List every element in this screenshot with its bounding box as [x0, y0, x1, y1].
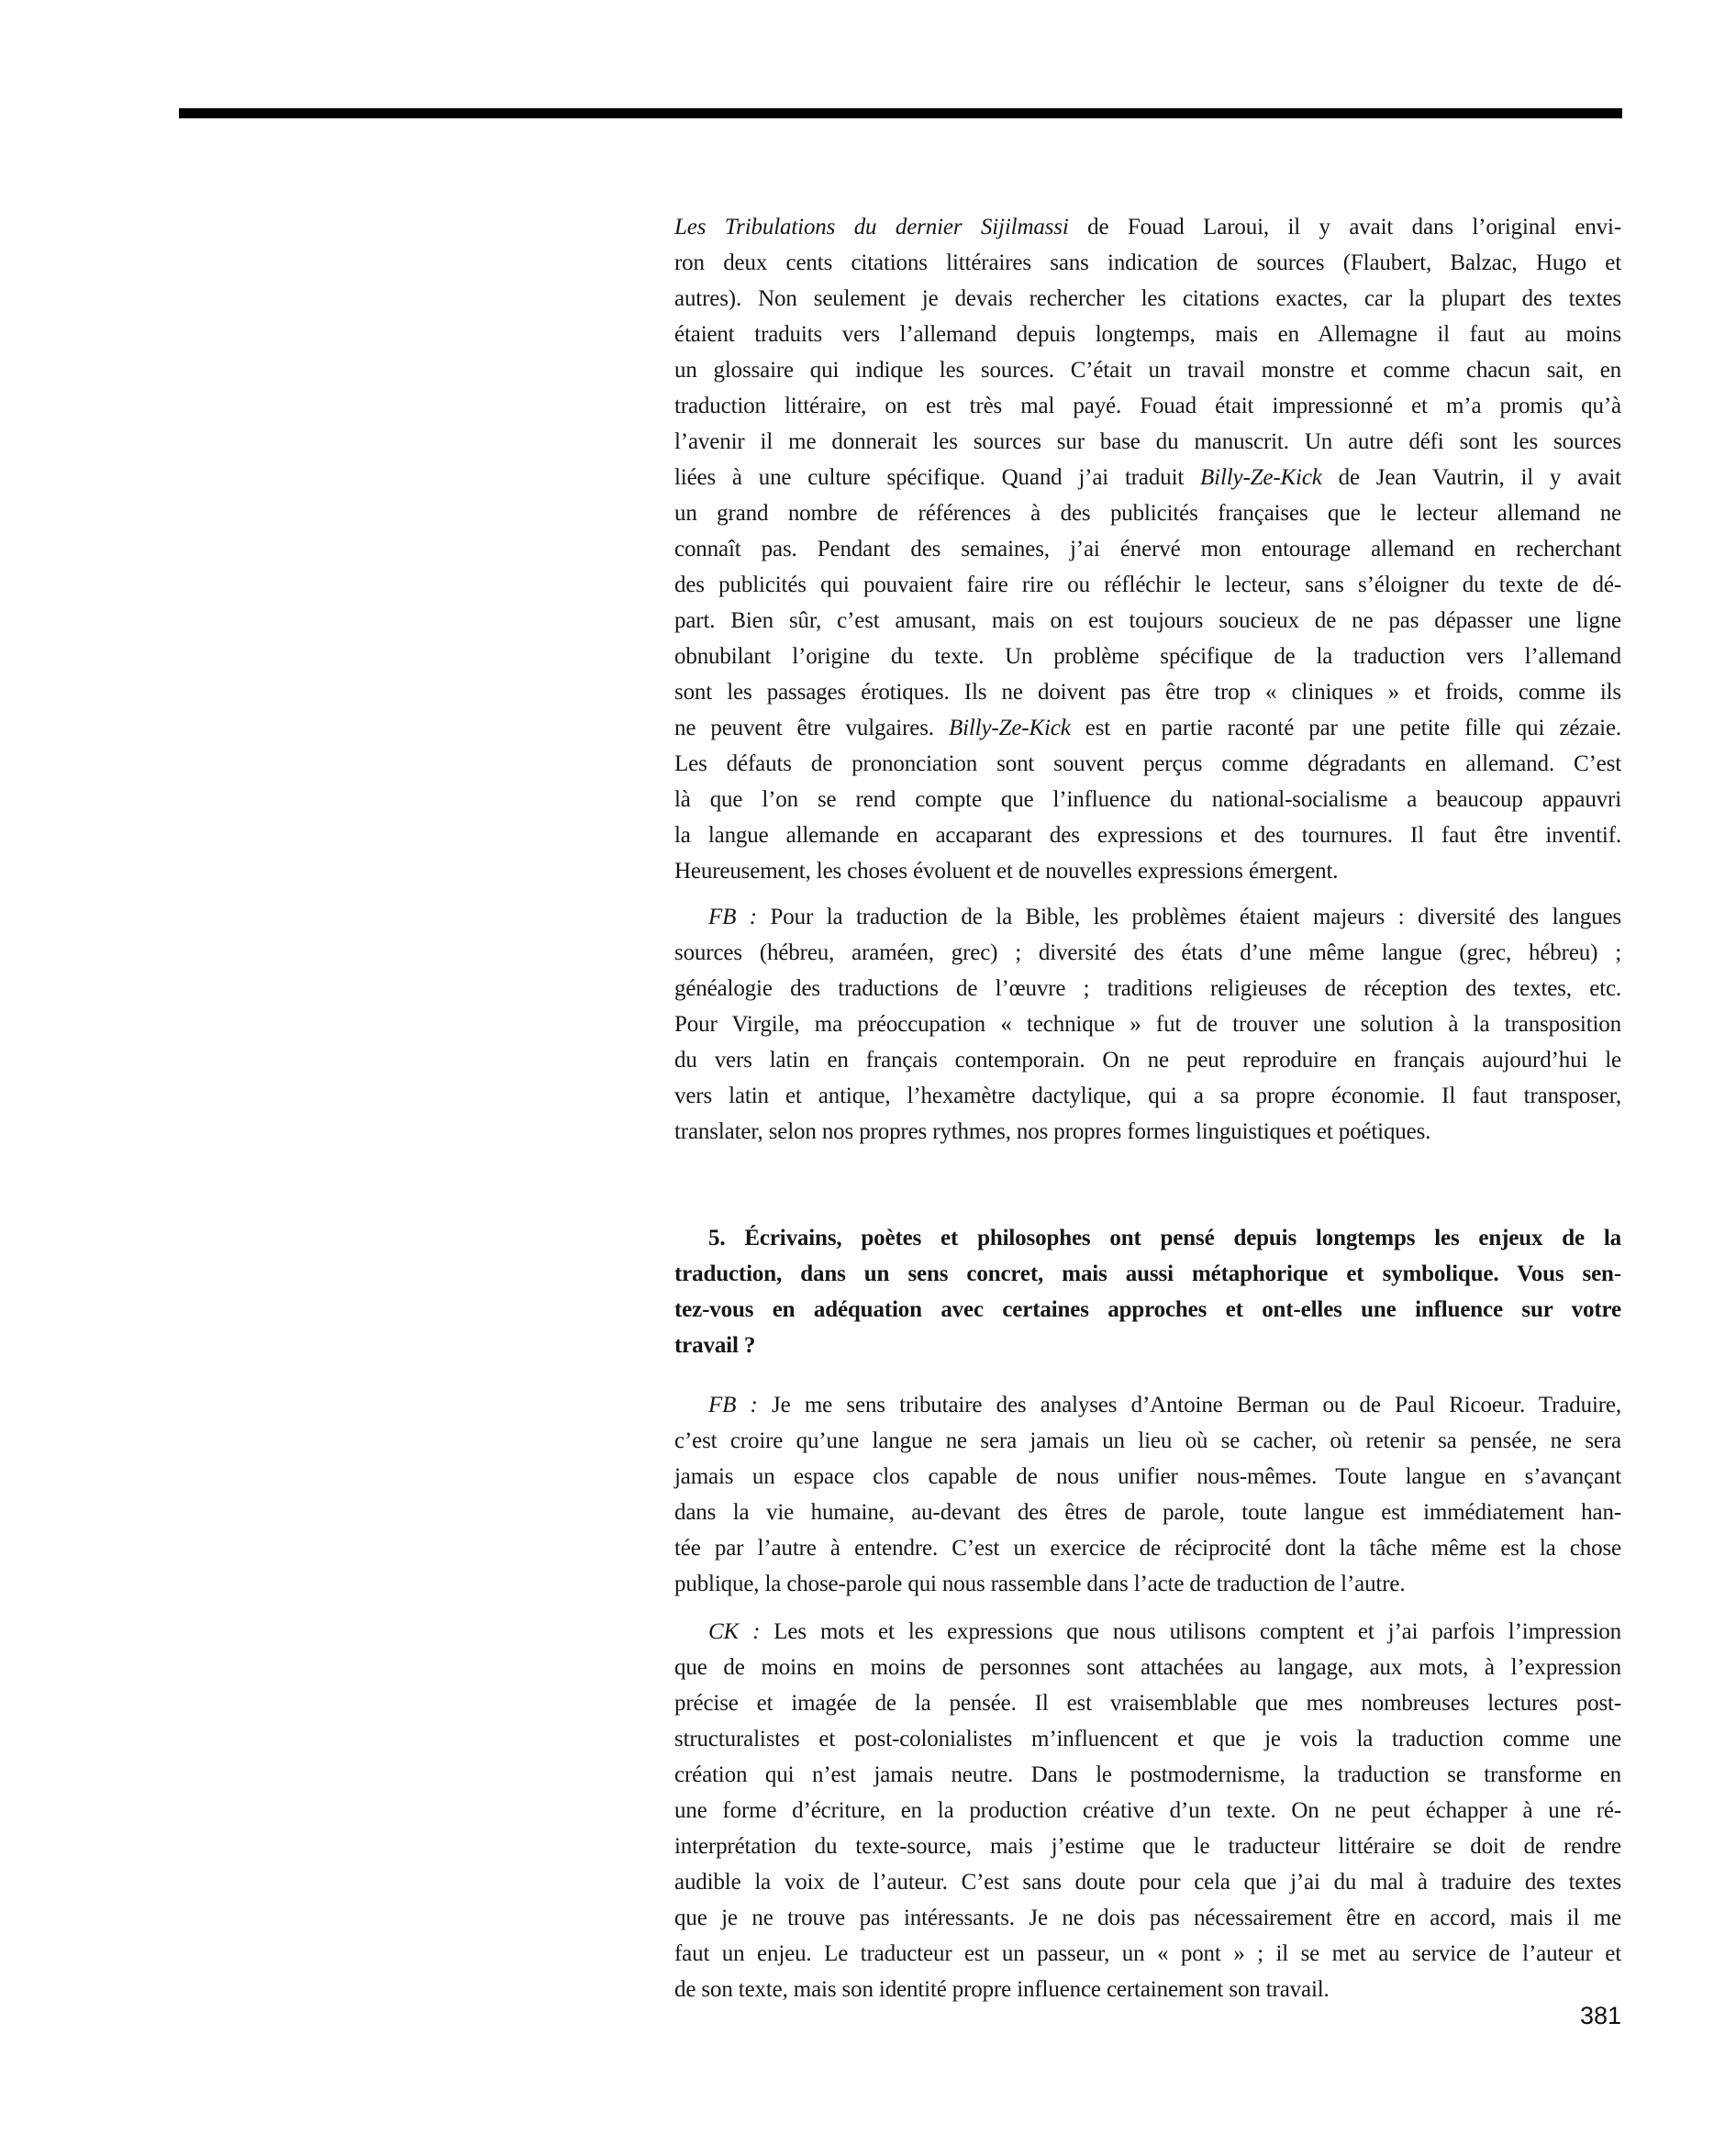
text-line: généalogie des traductions de l’œuvre ; traditions religieuses de réception des textes, etc.: [674, 976, 1621, 1001]
text-line: la langue allemande en accaparant des expressions et des tournures. Il faut être inventif.: [674, 823, 1621, 848]
text-line: précise et imagée de la pensée. Il est vraisemblable que mes nombreuses lectures post-: [674, 1691, 1621, 1716]
text-line: connaît pas. Pendant des semaines, j’ai énervé mon entourage allemand en recherchant: [674, 537, 1621, 561]
paragraph-q5: [674, 1220, 1621, 1363]
text-line: structuralistes et post-colonialistes m’influencent et que je vois la traduction comme une: [674, 1727, 1621, 1751]
text-line: faut un enjeu. Le traducteur est un passeur, un « pont » ; il se met au service de l’auteur et: [674, 1941, 1621, 1966]
text-line: là que l’on se rend compte que l’influence du national-socialisme a beaucoup appauvri: [674, 787, 1621, 812]
text-line: un grand nombre de références à des publicités françaises que le lecteur allemand ne: [674, 501, 1621, 526]
text-line: translater, selon nos propres rythmes, nos propres formes linguistiques et poétiques.: [674, 1119, 1431, 1144]
text-line: interprétation du texte-source, mais j’estime que le traducteur littéraire se doit de rendre: [674, 1834, 1621, 1859]
text-line: FB : Pour la traduction de la Bible, les problèmes étaient majeurs : diversité des langues: [708, 905, 1621, 929]
text-line: CK : Les mots et les expressions que nous utilisons comptent et j’ai parfois l’impression: [708, 1619, 1621, 1644]
text-line: ron deux cents citations littéraires sans indication de sources (Flaubert, Balzac, Hugo et: [674, 250, 1621, 275]
header-rule: [179, 108, 1622, 118]
text-line: dans la vie humaine, au-devant des êtres de parole, toute langue est immédiatement han-: [674, 1500, 1621, 1525]
text-line: du vers latin en français contemporain. On ne peut reproduire en français aujourd’hui le: [674, 1048, 1621, 1072]
text-column: [674, 209, 1621, 2007]
text-line: travail ?: [674, 1333, 756, 1358]
text-line: ne peuvent être vulgaires. Billy-Ze-Kick est en partie raconté par une petite fille qui zézaie.: [674, 716, 1622, 740]
text-line: sont les passages érotiques. Ils ne doivent pas être trop « cliniques » et froids, comme ils: [674, 680, 1621, 705]
paragraph-ck: [674, 1614, 1621, 2007]
text-line: tez-vous en adéquation avec certaines approches et ont-elles une influence sur votre: [674, 1297, 1621, 1322]
paragraph-fb2: [674, 1387, 1621, 1602]
paragraph-fb1: [674, 899, 1621, 1150]
text-line: Les Tribulations du dernier Sijilmassi de Fouad Laroui, il y avait dans l’original envi-: [674, 215, 1621, 239]
text-line: que je ne trouve pas intéressants. Je ne dois pas nécessairement être en accord, mais il me: [674, 1906, 1621, 1930]
text-line: de son texte, mais son identité propre influence certainement son travail.: [674, 1977, 1330, 2002]
text-line: création qui n’est jamais neutre. Dans le postmodernisme, la traduction se transforme en: [674, 1762, 1621, 1787]
text-line: audible la voix de l’auteur. C’est sans doute pour cela que j’ai du mal à traduire des textes: [674, 1870, 1621, 1895]
text-line: traduction, dans un sens concret, mais aussi métaphorique et symbolique. Vous sen-: [674, 1261, 1621, 1286]
paragraph-p1: [674, 209, 1621, 889]
text-line: Les défauts de prononciation sont souvent perçus comme dégradants en allemand. C’est: [674, 751, 1621, 776]
text-line: 5. Écrivains, poètes et philosophes ont pensé depuis longtemps les enjeux de la: [708, 1226, 1621, 1250]
text-line: vers latin et antique, l’hexamètre dactylique, qui a sa propre économie. Il faut transposer,: [674, 1084, 1621, 1108]
text-line: étaient traduits vers l’allemand depuis longtemps, mais en Allemagne il faut au moins: [674, 322, 1621, 347]
text-line: publique, la chose-parole qui nous rassemble dans l’acte de traduction de l’autre.: [674, 1572, 1406, 1596]
page-number: 381: [1579, 2002, 1621, 2029]
text-line: que de moins en moins de personnes sont attachées au langage, aux mots, à l’expression: [674, 1655, 1621, 1680]
text-line: autres). Non seulement je devais rechercher les citations exactes, car la plupart des textes: [674, 286, 1621, 311]
text-line: des publicités qui pouvaient faire rire ou réfléchir le lecteur, sans s’éloigner du texte de dé-: [674, 572, 1621, 597]
text-line: une forme d’écriture, en la production créative d’un texte. On ne peut échapper à une ré-: [674, 1798, 1621, 1823]
text-line: c’est croire qu’une langue ne sera jamais un lieu où se cacher, où retenir sa pensée, ne sera: [674, 1428, 1621, 1453]
text-line: traduction littéraire, on est très mal payé. Fouad était impressionné et m’a promis qu’à: [674, 394, 1621, 418]
text-line: Heureusement, les choses évoluent et de nouvelles expressions émergent.: [674, 859, 1339, 884]
text-line: Pour Virgile, ma préoccupation « technique » fut de trouver une solution à la transposition: [674, 1012, 1621, 1037]
text-line: l’avenir il me donnerait les sources sur base du manuscrit. Un autre défi sont les sources: [674, 429, 1621, 454]
text-line: sources (hébreu, araméen, grec) ; diversité des états d’une même langue (grec, hébreu) ;: [674, 940, 1621, 965]
text-line: tée par l’autre à entendre. C’est un exercice de réciprocité dont la tâche même est la chose: [674, 1536, 1621, 1561]
text-line: part. Bien sûr, c’est amusant, mais on est toujours soucieux de ne pas dépasser une ligne: [674, 608, 1621, 633]
text-line: obnubilant l’origine du texte. Un problème spécifique de la traduction vers l’allemand: [674, 644, 1621, 669]
text-line: liées à une culture spécifique. Quand j’ai traduit Billy-Ze-Kick de Jean Vautrin, il y avait: [674, 465, 1621, 490]
text-line: FB : Je me sens tributaire des analyses d’Antoine Berman ou de Paul Ricoeur. Traduire,: [708, 1393, 1621, 1417]
text-line: jamais un espace clos capable de nous unifier nous-mêmes. Toute langue en s’avançant: [674, 1464, 1621, 1489]
text-line: un glossaire qui indique les sources. C’était un travail monstre et comme chacun sait, en: [674, 358, 1621, 383]
